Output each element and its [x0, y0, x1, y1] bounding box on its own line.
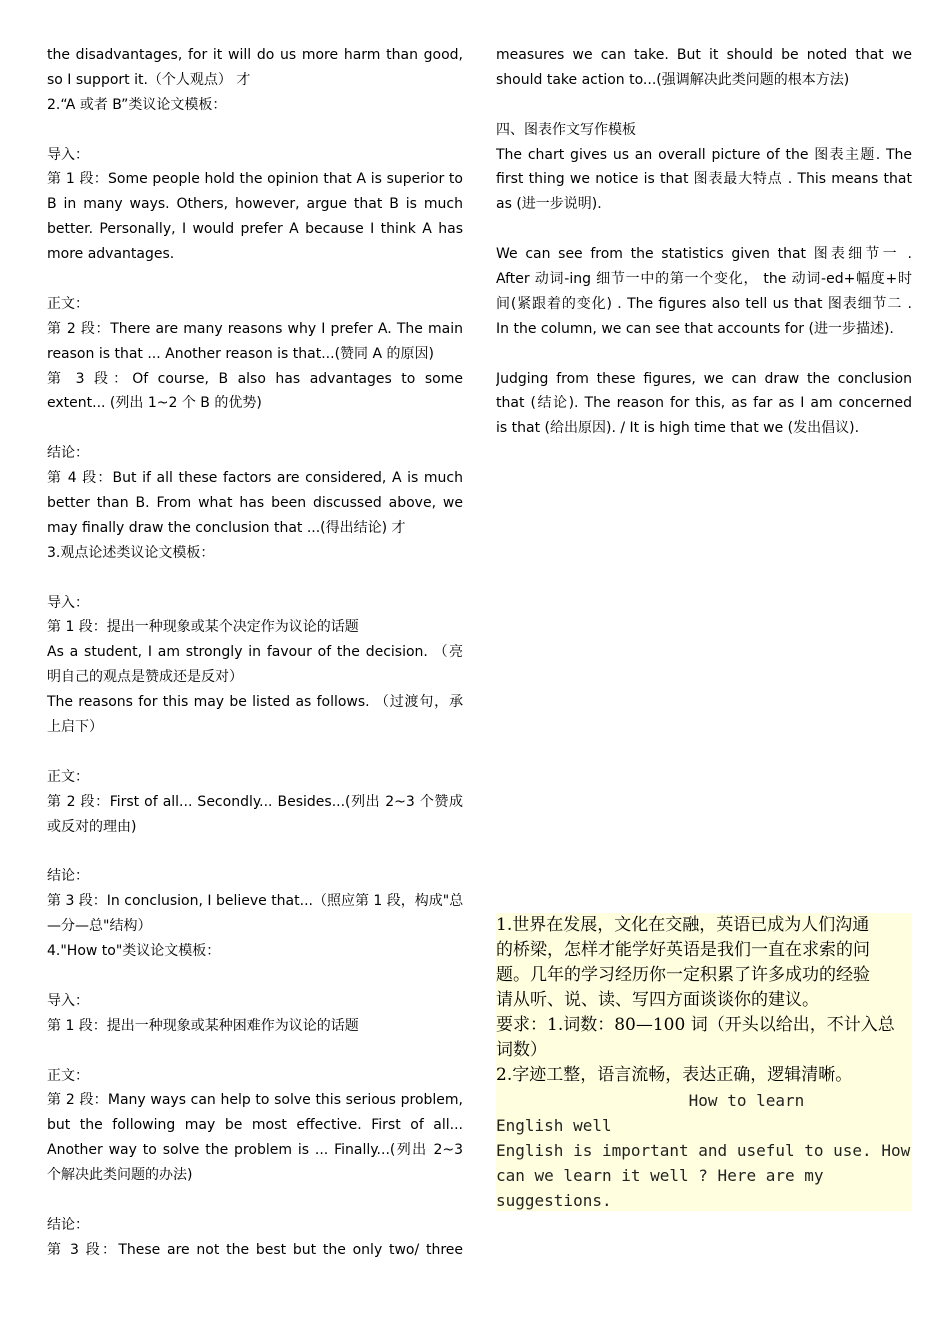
text-line: The reasons for this may be listed as follows. （过渡句，承	[47, 694, 463, 711]
text-line: 第 2 段：Many ways can help to solve this serious problem,	[47, 1092, 463, 1109]
text-line: Another way to solve the problem is ... Finally...(列出 2~3	[47, 1142, 463, 1159]
text-line: as (进一步说明).	[496, 196, 602, 213]
text-line: 正文：	[47, 768, 89, 785]
text-line: that (结论). The reason for this, as far as I am concerned	[496, 395, 912, 412]
text-line: better. Personally, I would prefer A because I think A has	[47, 221, 463, 238]
text-line: We can see from the statistics given that 图表细节一 .	[496, 246, 912, 263]
essay-starter-line: suggestions.	[496, 1191, 612, 1210]
essay-starter-line: can we learn it well ? Here are my	[496, 1166, 824, 1185]
essay-starter-line: How to learn	[496, 1091, 805, 1110]
text-line: 第 3 段：Of course, B also has advantages to some	[47, 370, 463, 387]
prompt-line: 1.世界在发展，文化在交融，英语已成为人们沟通	[496, 915, 870, 935]
text-line: The chart gives us an overall picture of the 图表主题. The	[496, 146, 912, 163]
text-line: may finally draw the conclusion that ...(得出结论) 才	[47, 519, 406, 536]
text-line: first thing we notice is that 图表最大特点 . This means that	[496, 171, 912, 188]
text-line: 结论：	[47, 1216, 89, 1233]
text-line: is that (给出原因). / It is high time that we (发出倡议).	[496, 420, 860, 437]
prompt-line: 词数）	[496, 1040, 547, 1060]
text-line: 第 1 段：Some people hold the opinion that A is superior to	[47, 171, 463, 188]
text-line: 上启下）	[47, 719, 103, 736]
essay-prompt-box	[496, 913, 912, 1211]
text-line: 个解决此类问题的办法)	[47, 1167, 193, 1184]
text-line: more advantages.	[47, 246, 175, 263]
text-line: 第 3 段：In conclusion, I believe that...（照应第 1 段，构成"总	[47, 893, 463, 910]
text-line: 第 4 段：But if all these factors are considered, A is much	[47, 470, 463, 487]
text-line: 第 1 段：提出一种现象或某种困难作为议论的话题	[47, 1017, 359, 1034]
text-line: 四、图表作文写作模板	[496, 121, 636, 138]
prompt-line: 请从听、说、读、写四方面谈谈你的建议。	[496, 990, 819, 1010]
text-line: 正文：	[47, 295, 89, 312]
text-line: After 动词-ing 细节一中的第一个变化， the 动词-ed+幅度+时	[496, 271, 912, 288]
essay-starter-line: English well	[496, 1116, 612, 1135]
text-line: should take action to...(强调解决此类问题的根本方法)	[496, 71, 850, 88]
text-line: —分—总"结构）	[47, 918, 152, 935]
text-line	[47, 1188, 463, 1213]
right-column	[496, 43, 912, 441]
text-line	[496, 93, 912, 118]
text-line: 间(紧跟着的变化) . The figures also tell us that 图表细节二 .	[496, 295, 912, 312]
text-line: 4."How to"类议论文模板：	[47, 943, 221, 960]
text-line: 第 1 段：提出一种现象或某个决定作为议论的话题	[47, 619, 359, 636]
text-line	[47, 1039, 463, 1064]
text-line: 或反对的理由)	[47, 818, 137, 835]
text-line: better than B. From what has been discussed above, we	[47, 495, 463, 512]
text-line	[496, 342, 912, 367]
text-line: 正文：	[47, 1067, 89, 1084]
text-line: 第 2 段：There are many reasons why I prefer A. The main	[47, 320, 463, 337]
text-line: so I support it.（个人观点） 才	[47, 71, 251, 88]
text-line: 导入：	[47, 594, 89, 611]
text-line: but the following may be most effective. First of all...	[47, 1117, 463, 1134]
text-line	[47, 118, 463, 143]
text-line: 结论：	[47, 868, 89, 885]
text-line: 导入：	[47, 992, 89, 1009]
text-line: B in many ways. Others, however, argue that B is much	[47, 196, 463, 213]
text-line	[47, 267, 463, 292]
text-line: 第 2 段：First of all... Secondly... Besides...(列出 2~3 个赞成	[47, 793, 463, 810]
text-line: Judging from these figures, we can draw the conclusion	[496, 370, 912, 387]
text-line: 2.“A 或者 B”类议论文模板：	[47, 96, 227, 113]
text-line: measures we can take. But it should be noted that we	[496, 47, 912, 63]
text-line: 导入：	[47, 146, 89, 163]
text-line	[47, 840, 463, 865]
prompt-line: 要求：1.词数：80—100 词（开头以给出，不计入总	[496, 1015, 895, 1035]
text-line	[47, 416, 463, 441]
text-line: extent... (列出 1~2 个 B 的优势)	[47, 395, 262, 412]
prompt-line: 2.字迹工整，语言流畅，表达正确，逻辑清晰。	[496, 1065, 853, 1085]
text-line: In the column, we can see that accounts for (进一步描述).	[496, 320, 894, 337]
text-line: reason is that ... Another reason is that...(赞同 A 的原因)	[47, 345, 434, 362]
left-column	[47, 43, 463, 1263]
text-line: the disadvantages, for it will do us more harm than good,	[47, 47, 463, 63]
text-line: As a student, I am strongly in favour of the decision. （亮	[47, 644, 463, 661]
text-line: 结论：	[47, 445, 89, 462]
text-line: 第 3 段：These are not the best but the only two/ three	[47, 1241, 463, 1258]
prompt-line: 题。几年的学习经历你一定积累了许多成功的经验	[496, 965, 870, 985]
essay-starter-line: English is important and useful to use. How	[496, 1141, 911, 1160]
text-line	[47, 964, 463, 989]
text-line: 明自己的观点是赞成还是反对）	[47, 669, 243, 686]
text-line: 3.观点论述类议论文模板：	[47, 544, 215, 561]
text-line	[496, 217, 912, 242]
prompt-line: 的桥梁，怎样才能学好英语是我们一直在求索的问	[496, 940, 870, 960]
text-line	[47, 740, 463, 765]
text-line	[47, 566, 463, 591]
